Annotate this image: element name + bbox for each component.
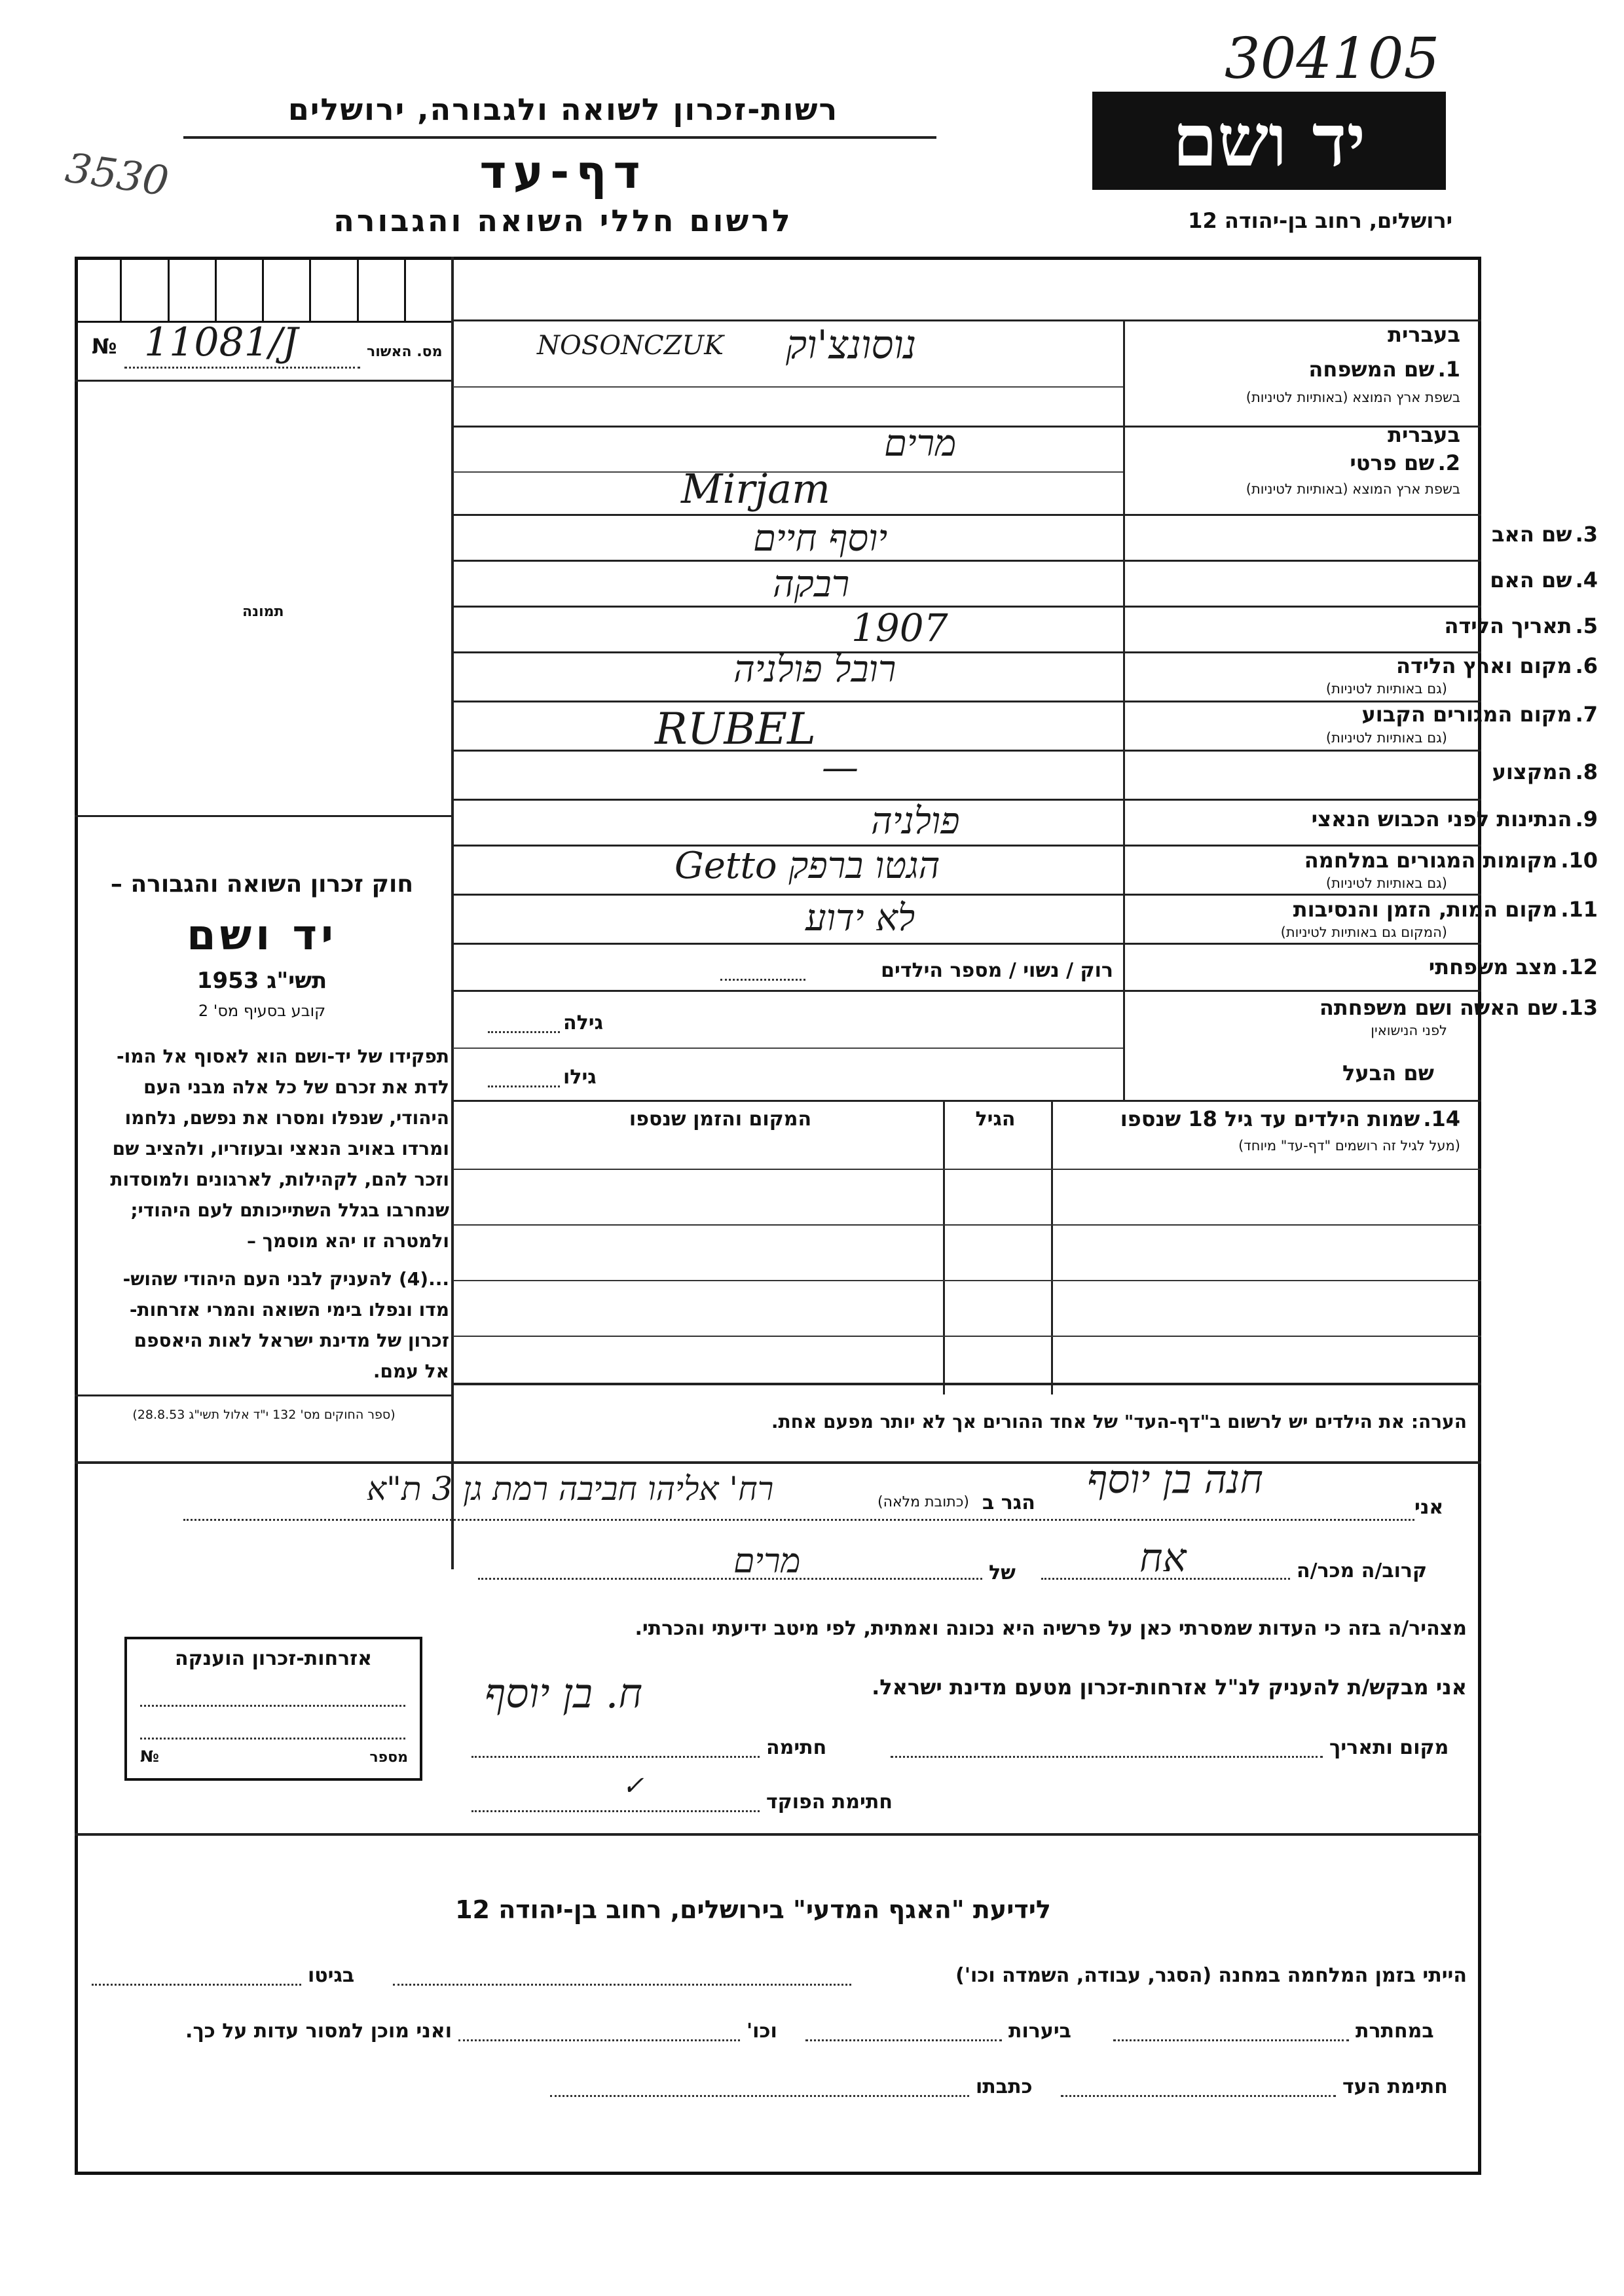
field-1-number: 1. [1437,357,1460,382]
stamp-number-label: מספר [369,1749,408,1766]
law-paragraph-1 [76,1041,449,1256]
law-heading: חוק זכרון השואה והגבורה – [110,871,414,898]
citizenship-request: אני מבקש/ת להעניק לנ"ל אזרחות-זכרון מטעם מדינת ישראל. [872,1675,1467,1700]
children-col-age: הגיל [975,1108,1016,1131]
law-line: ולמטרה זו יהא מוסמך – [247,1230,449,1252]
law-line: זכרון של מדינת ישראל לאות היאספם [134,1330,449,1351]
field-1-value-latin: NOSONCZUK [537,331,724,361]
field-10-value: הגטו ברפק Getto [674,845,940,887]
witness-address-label: כתבתו [976,2075,1033,2098]
children-title: שמות הילדים עד גיל 18 שנספו [1120,1106,1420,1131]
field-8-number: 8. [1575,759,1598,784]
field-1-label [1133,357,1460,382]
field-2-value-hebrew: מרים [884,422,957,465]
logo-text: יד ושם [1172,98,1366,183]
approval-no-symbol: № [92,334,117,359]
citizenship-stamp-box [124,1637,422,1781]
of-value: מרים [733,1542,801,1581]
field-11-value: לא ידוע [805,897,915,939]
law-section: קובע בסעיף מס' 2 [198,1002,326,1020]
field-6-label [1133,653,1598,678]
field-2-number: 2. [1437,450,1460,475]
children-sub: (מעל לגיל זה רושמים "דף-עד" מיוחד) [1238,1138,1460,1154]
info-heading: לידיעת "האגף המדעי" בירושלים, רחוב בן-יהודה 12 [455,1895,1051,1924]
field-13-title: שם האשה ושם משפחתה [1319,995,1558,1020]
corner-number: 3530 [62,143,172,206]
field-5-label [1133,613,1598,638]
declarant-name: חנה בן יוסף [1087,1457,1263,1503]
field-9-value: פולניה [871,800,960,843]
authority-name: רשות-זכרון לשואה ולגבורה, ירושלים [287,92,839,127]
info-testimony-label: ואני מוכן למסור עדות על כך. [185,2020,452,2043]
field-2-sub: בשפת ארץ המוצא (באותיות לטיניות) [1246,481,1460,497]
info-ghetto-label: בגיטו [308,1964,355,1987]
form-title: דף-עד [479,145,647,199]
address-header: ירושלים, רחוב בן-יהודה 12 [1188,208,1452,233]
field-9-title: הנתינות לפני הכבוש הנאצי [1311,807,1572,831]
field-9-label [1133,807,1598,831]
witness-signature-label: חתימת העד [1342,2075,1448,2098]
field-10-label [1133,848,1598,873]
field-7-label [1133,702,1598,727]
law-year: תשי"ג 1953 [196,968,327,994]
field-6-title: מקום וארץ הלידה [1395,653,1572,678]
law-line: שנחרבו בגלל השתייכותם לעם היהודי; [130,1199,449,1221]
field-5-value: 1907 [851,606,948,650]
field-6-sub: (גם באותיות לטיניות) [1325,681,1447,697]
field-7-sub: (גם באותיות לטיניות) [1325,730,1447,746]
declarant-address: רח' אליהו חביבה רמת גן 3 ת"א [367,1470,774,1508]
of-label: של [989,1561,1016,1584]
field-9-number: 9. [1575,807,1598,831]
field-3-number: 3. [1575,522,1598,547]
info-underground-label: במחתרת [1356,2020,1434,2043]
field-11-label [1133,897,1598,922]
approval-label: מס. האשור [367,344,443,360]
form-subtitle: לרשום חללי השואה והגבורה [333,203,793,238]
archive-number: 304105 [1225,26,1440,92]
field-4-value: רבקה [773,563,850,606]
law-line: ...(4) להעניק לבני העם היהודי שהוש- [122,1268,449,1290]
law-line: תפקידו של יד-ושם הוא לאסוף אל המו- [117,1046,449,1067]
field-4-number: 4. [1575,568,1598,592]
relation-label: קרוב/ה מכר/ה [1297,1559,1428,1582]
field-5-number: 5. [1575,613,1598,638]
tick-boxes [75,257,451,323]
children-label [1061,1106,1460,1131]
field-13-age-label: גילה [563,1011,603,1034]
field-4-label [1133,568,1598,592]
law-citation: (ספר החוקים מס' 132 י"ד אלול תשי"ג 28.8.53) [132,1408,396,1422]
field-8-title: המקצוע [1492,759,1572,784]
children-col-place: המקום והזמן שנספו [629,1108,812,1131]
info-camp-label: הייתי בזמן המלחמה במחנה (הסגר, עבודה, השמדה וכו') [955,1964,1467,1987]
relation-value: אח [1139,1535,1187,1581]
law-line: ומרדו באויב הנאצי ובעוזריו, ולהציב שם [112,1138,449,1159]
field-2-hebrew-tag: בעברית [1388,422,1460,447]
children-number: 14. [1423,1106,1460,1131]
field-13-number: 13. [1560,995,1598,1020]
field-11-title: מקום המות, הזמן והנסיבות [1293,897,1558,922]
field-8-value: — [822,746,858,789]
signature-label: חתימה [766,1736,827,1759]
law-line: לדת את זכרם של כל אלה מבני העם [143,1076,449,1098]
place-date-label: מקום ותאריך [1329,1736,1449,1759]
field-7-value: RUBEL [655,704,816,754]
field-13-sub: לפני הנישואין [1371,1023,1447,1038]
info-forests-label: ביערות [1008,2020,1071,2043]
children-note: הערה: את הילדים יש לרשום ב"דף-העד" של אחד ההורים אך לא יותר מפעם אחת. [771,1411,1467,1432]
field-2-label [1133,450,1460,475]
husband-age-label: גילו [563,1066,597,1089]
field-8-label [1133,759,1598,784]
field-10-number: 10. [1560,848,1598,873]
field-12-options: רוק / נשוי / מספר הילדים [881,959,1113,982]
approval-number: 11081/J [144,319,299,365]
field-11-number: 11. [1560,897,1598,922]
field-11-sub: (המקום גם באותיות לטיניות) [1280,924,1447,940]
law-paragraph-2 [76,1264,449,1387]
field-4-title: שם האם [1490,568,1572,592]
info-etc-label: וכו' [747,2020,777,2043]
law-line: וזכר להם, לקהילות, לארגונים ולמוסדות [110,1169,449,1190]
husband-label: שם הבעל [1342,1061,1434,1085]
field-13-label [1133,995,1598,1020]
field-12-number: 12. [1560,955,1598,979]
yad-vashem-logo [1092,92,1446,190]
field-2-title: שם פרטי [1350,450,1435,475]
field-3-label [1133,522,1598,547]
field-12-title: מצב משפחתי [1428,955,1558,979]
field-1-hebrew-tag: בעברית [1388,322,1460,347]
law-line: מדו ונפלו בימי השואה והמרי אזרחות- [129,1299,449,1321]
declarant-prefix: אני [1414,1496,1444,1519]
declarant-signature: ח. בן יוסף [485,1669,643,1717]
declaration-statement: מצהיר/ה בזה כי העדות שמסרתי כאן על פרשיה היא נכונה ואמתית, לפי מיטב ידיעתי והכרתי. [635,1617,1467,1640]
field-7-number: 7. [1575,702,1598,727]
field-7-title: מקום המגורים הקבוע [1361,702,1572,727]
field-3-title: שם האב [1492,522,1572,547]
field-1-title: שם המשפחה [1308,357,1435,382]
stamp-title: אזרחות-זכרון הוענקה [174,1647,373,1670]
field-2-value-latin: Mirjam [681,465,830,513]
field-10-title: מקומות המגורים במלחמה [1304,848,1558,873]
field-6-value: רובל פולניה [733,648,896,691]
law-line: היהודי, שנפלו ומסרו את נפשם, נלחמו [124,1107,449,1129]
officer-signature-mark: ✓ [622,1771,644,1801]
stamp-no-symbol: № [140,1747,159,1766]
field-5-title: תאריך הלידה [1444,613,1572,638]
field-3-value: יוסף חיים [753,517,888,560]
law-name: יד ושם [187,911,337,960]
field-10-sub: (גם באותיות לטיניות) [1325,875,1447,891]
photo-label: תמונה [242,604,284,620]
field-12-label [1133,955,1598,979]
field-6-number: 6. [1575,653,1598,678]
officer-signature-label: חתימת הפוקד [766,1791,893,1813]
full-address-hint: (כתובת מלאה) [877,1494,969,1510]
resides-label: הגר ב [982,1491,1035,1514]
field-1-sub: בשפת ארץ המוצא (באותיות לטיניות) [1246,390,1460,405]
field-1-value-hebrew: נוסונצ'וק [786,322,917,368]
law-line: אל עמם. [373,1360,449,1382]
